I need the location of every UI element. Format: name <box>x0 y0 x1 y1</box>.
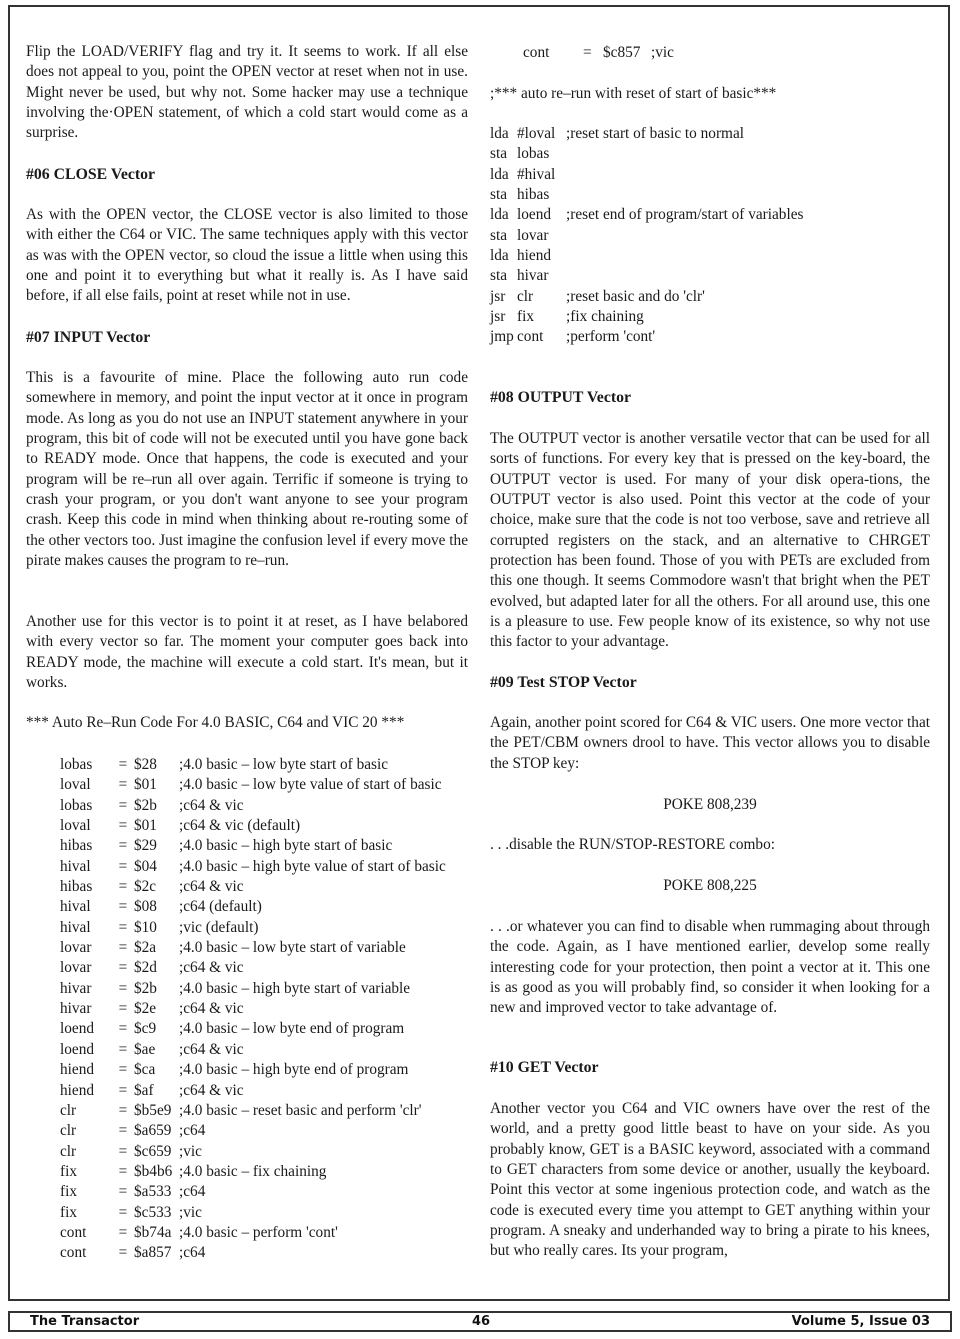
continued-equate <box>523 43 674 63</box>
asm-operand: clr <box>517 287 534 305</box>
equate-comment: ;4.0 basic – low byte value of start of basic <box>179 776 442 794</box>
equate-name: loval <box>60 817 91 835</box>
equate-comment: ;4.0 basic – fix chaining <box>179 1162 327 1180</box>
equate-name: lobas <box>60 796 93 814</box>
equate-row <box>60 1019 446 1039</box>
asm-line <box>490 144 803 164</box>
asm-operand: lovar <box>517 226 549 244</box>
asm-line <box>490 124 803 144</box>
equate-comment: ;c64 (default) <box>179 898 262 916</box>
equate-value: $c533 <box>134 1203 172 1221</box>
equate-value: $2a <box>134 939 157 957</box>
poke-run-stop-restore: POKE 808,225 <box>663 877 757 894</box>
equate-name: loval <box>60 776 91 794</box>
equate-comment: ;4.0 basic – low byte start of variable <box>179 939 406 957</box>
equate-row <box>60 1101 446 1121</box>
equate-row <box>60 979 446 999</box>
output-vector-paragraph: The OUTPUT vector is another versatile vector that can be used for all sorts of functions. For every key that is pressed on the key-board, the OUTPUT vector is used. For many of your disk opera-tions, the OUTPUT vector is also used. Point this vector at the code of your choice, make sure that the code is not too verbose, save and retrieve all corrupted registers on the stack, and an alternative to CHRGET protection has been found. Those of you with PETs are excluded from this one though. It seems Commodore wasn't that bright when the PET evolved, but adapted later for all the others. For all around use, this one is a pleasure to use. Few people know of its existence, so why not use this factor to your advantage. <box>490 430 930 651</box>
equate-sign: = <box>118 1081 128 1099</box>
equate-comment: ;4.0 basic – high byte value of start of basic <box>179 857 446 875</box>
equate-value: $b5e9 <box>134 1101 172 1119</box>
equate-sign: = <box>118 1203 128 1221</box>
equate-name: clr <box>60 1142 77 1160</box>
equate-value: $af <box>134 1081 154 1099</box>
equate-row <box>60 816 446 836</box>
equate-name: lovar <box>60 959 92 977</box>
equate-sign: = <box>118 1020 128 1038</box>
asm-operand: hibas <box>517 186 550 204</box>
equate-value: $ae <box>134 1040 156 1058</box>
equate-name: loend <box>60 1020 94 1038</box>
equate-name: hiend <box>60 1081 94 1099</box>
equate-row <box>60 775 446 795</box>
equate-name: hibas <box>60 878 93 896</box>
equate-value: $a857 <box>134 1244 172 1262</box>
page-number: 46 <box>472 1314 491 1329</box>
equate-sign: = <box>118 878 128 896</box>
equate-sign: = <box>118 776 128 794</box>
equate-comment: ;4.0 basic – high byte end of program <box>179 1061 409 1079</box>
equate-comment: ;c64 & vic <box>179 796 244 814</box>
asm-opcode: jmp <box>490 328 514 346</box>
asm-opcode: jsr <box>490 287 506 305</box>
equates-listing <box>60 755 446 1264</box>
equate-name: clr <box>60 1122 77 1140</box>
equate-value: $2b <box>134 979 157 997</box>
asm-listing <box>490 124 803 348</box>
equate-name: hiend <box>60 1061 94 1079</box>
equate-row <box>60 1162 446 1182</box>
equate-name: hival <box>60 857 91 875</box>
equate-value: $10 <box>134 918 157 936</box>
equate-name: cont <box>60 1244 87 1262</box>
equate-value: $01 <box>134 817 157 835</box>
asm-line <box>490 205 803 225</box>
equate-comment: ;4.0 basic – reset basic and perform 'clr' <box>179 1101 422 1119</box>
equate-sign: = <box>118 1040 128 1058</box>
equate-row <box>60 1040 446 1060</box>
asm-title: ;*** auto re–run with reset of start of basic*** <box>490 85 777 102</box>
equate-row <box>60 897 446 917</box>
asm-opcode: lda <box>490 206 509 224</box>
equate-sign: = <box>118 1061 128 1079</box>
equate-value: $2b <box>134 796 157 814</box>
asm-comment <box>566 185 803 205</box>
equate-row <box>60 836 446 856</box>
equate-value: $c857 <box>603 44 641 61</box>
poke-stop-key: POKE 808,239 <box>663 796 757 813</box>
equate-comment: ;4.0 basic – high byte start of variable <box>179 979 411 997</box>
asm-opcode: lda <box>490 247 509 265</box>
equate-sign: = <box>118 1183 128 1201</box>
equate-sign: = <box>118 1000 128 1018</box>
page-footer <box>8 1311 952 1332</box>
equate-name: cont <box>523 44 550 61</box>
equate-sign: = <box>118 918 128 936</box>
equate-sign: = <box>118 837 128 855</box>
asm-comment <box>566 165 803 185</box>
stop-vector-paragraph-2: . . .disable the RUN/STOP-RESTORE combo: <box>490 836 775 853</box>
stop-vector-heading: #09 Test STOP Vector <box>490 674 637 691</box>
asm-operand: lobas <box>517 145 550 163</box>
equate-sign: = <box>118 1162 128 1180</box>
code-title: *** Auto Re–Run Code For 4.0 BASIC, C64 and VIC 20 *** <box>26 714 405 731</box>
equate-row <box>60 999 446 1019</box>
asm-opcode: sta <box>490 145 507 163</box>
equate-comment: ;4.0 basic – perform 'cont' <box>179 1223 338 1241</box>
equate-value: $01 <box>134 776 157 794</box>
equate-sign: = <box>118 756 128 773</box>
equate-value: $ca <box>134 1061 156 1079</box>
equate-row <box>60 1081 446 1101</box>
equate-sign: = <box>118 959 128 977</box>
equate-row <box>60 1121 446 1141</box>
equate-value: $29 <box>134 837 157 855</box>
equate-value: $2e <box>134 1000 157 1018</box>
intro-paragraph: Flip the LOAD/VERIFY flag and try it. It seems to work. If all else does not appeal to you, point the OPEN vector at reset when not in use. Might never be used, but why not. Some hacker may use a technique involving the·OPEN statement, of which a cold start would come as a surprise. <box>26 43 468 142</box>
equate-row <box>60 857 446 877</box>
asm-comment: ;reset start of basic to normal <box>566 125 744 142</box>
asm-opcode: jsr <box>490 308 506 326</box>
asm-operand: #loval <box>517 125 556 142</box>
equate-name: fix <box>60 1162 77 1180</box>
equate-value: $28 <box>134 756 157 773</box>
equate-sign: = <box>118 817 128 835</box>
equate-row <box>60 755 446 775</box>
asm-comment: ;reset end of program/start of variables <box>566 206 804 224</box>
stop-vector-paragraph-1: Again, another point scored for C64 & VIC users. One more vector that the PET/CBM owners drool to have. This vector allows you to disable the STOP key: <box>490 714 930 772</box>
equate-sign: = <box>118 1122 128 1140</box>
equate-name: hivar <box>60 979 92 997</box>
equate-name: lovar <box>60 939 92 957</box>
equate-sign: = <box>118 1101 128 1119</box>
asm-operand: #hival <box>517 165 556 183</box>
issue-label: Volume 5, Issue 03 <box>791 1314 930 1329</box>
equate-name: lobas <box>60 756 93 773</box>
asm-comment <box>566 266 803 286</box>
equate-name: clr <box>60 1101 77 1119</box>
asm-opcode: sta <box>490 226 507 244</box>
equate-value: $04 <box>134 857 157 875</box>
equate-row <box>60 1203 446 1223</box>
equate-value: $a533 <box>134 1183 172 1201</box>
asm-line <box>490 246 803 266</box>
equate-comment: ;vic <box>651 44 674 61</box>
asm-line <box>490 327 803 347</box>
equate-comment: ;c64 & vic <box>179 1040 244 1058</box>
equate-sign: = <box>118 1223 128 1241</box>
equate-comment: ;c64 & vic <box>179 1081 244 1099</box>
equate-comment: ;vic <box>179 1142 202 1160</box>
equate-value: $2d <box>134 959 157 977</box>
equate-value: $2c <box>134 878 157 896</box>
equate-sign: = <box>118 979 128 997</box>
asm-operand: loend <box>517 206 551 224</box>
equate-value: $08 <box>134 898 157 916</box>
equate-comment: ;vic <box>179 1203 202 1221</box>
equate-comment: ;4.0 basic – low byte start of basic <box>179 756 389 773</box>
equate-comment: ;c64 & vic <box>179 878 244 896</box>
asm-line <box>490 287 803 307</box>
equate-name: fix <box>60 1203 77 1221</box>
output-vector-heading: #08 OUTPUT Vector <box>490 389 631 406</box>
input-vector-paragraph-2: Another use for this vector is to point it at reset, as I have belabored with every vector so far. The moment your computer goes back into READY mode, the machine will execute a cold start. It's mean, but it works. <box>26 613 468 692</box>
asm-comment: ;reset basic and do 'clr' <box>566 287 705 305</box>
asm-opcode: lda <box>490 125 509 142</box>
equate-name: hival <box>60 918 91 936</box>
equate-row <box>60 877 446 897</box>
asm-comment: ;perform 'cont' <box>566 328 656 346</box>
asm-comment <box>566 144 803 164</box>
asm-operand: hivar <box>517 267 549 285</box>
equate-comment: ;c64 <box>179 1244 206 1262</box>
equate-sign: = <box>583 44 592 61</box>
asm-operand: cont <box>517 328 544 346</box>
equate-name: fix <box>60 1183 77 1201</box>
equate-name: hival <box>60 898 91 916</box>
close-vector-heading: #06 CLOSE Vector <box>26 166 156 183</box>
equate-value: $c9 <box>134 1020 157 1038</box>
equate-sign: = <box>118 898 128 916</box>
equate-row <box>60 796 446 816</box>
input-vector-heading: #07 INPUT Vector <box>26 329 151 346</box>
equate-sign: = <box>118 1244 128 1262</box>
asm-line <box>490 307 803 327</box>
publication-name: The Transactor <box>30 1314 140 1329</box>
asm-line <box>490 226 803 246</box>
equate-sign: = <box>118 939 128 957</box>
equate-comment: ;c64 & vic (default) <box>179 817 301 835</box>
equate-row <box>60 1243 446 1263</box>
asm-line <box>490 165 803 185</box>
close-vector-paragraph: As with the OPEN vector, the CLOSE vector is also limited to those with either the C64 or VIC. The same techniques apply with this vector as was with the OPEN vector, so cloud the issue a little when using this one and point it to everything but what it really is. As I have said before, if all else fails, point at reset while not in use. <box>26 206 468 305</box>
equate-row <box>60 938 446 958</box>
asm-comment <box>566 246 803 266</box>
asm-opcode: sta <box>490 267 507 285</box>
equate-row <box>60 1223 446 1243</box>
asm-operand: fix <box>517 308 534 326</box>
equate-row <box>60 1060 446 1080</box>
asm-comment: ;fix chaining <box>566 308 644 326</box>
asm-opcode: sta <box>490 186 507 204</box>
equate-sign: = <box>118 796 128 814</box>
equate-row <box>60 1182 446 1202</box>
equate-row <box>523 43 674 63</box>
equate-value: $b74a <box>134 1223 172 1241</box>
equate-comment: ;vic (default) <box>179 918 259 936</box>
equate-row <box>60 958 446 978</box>
equate-comment: ;4.0 basic – high byte start of basic <box>179 837 393 855</box>
asm-line <box>490 185 803 205</box>
equate-value: $a659 <box>134 1122 172 1140</box>
asm-comment <box>566 226 803 246</box>
input-vector-paragraph-1: This is a favourite of mine. Place the following auto run code somewhere in memory, and point the input vector at it once in program mode. As long as you do not use an INPUT statement anywhere in your program, this bit of code will not be executed until you have gone back to READY mode. Once that happens, the code is executed and your program will be re–run all over again. Terrific if someone is trying to crash your program, or you don't want anyone to see your program crash. Keep this code in mind when thinking about re-routing some of the other vectors too. Just imagine the confusion level if every move the pirate makes causes the program to re–run. <box>26 369 468 570</box>
equate-comment: ;c64 <box>179 1122 206 1140</box>
asm-line <box>490 266 803 286</box>
get-vector-paragraph: Another vector you C64 and VIC owners have over the rest of the world, and a pretty good little beast to have on your side. As you probably know, GET is a BASIC keyword, associated with a command to GET characters from some device or another, usually the keyboard. Point this vector at some ingenious protection code, and watch as the code is executed every time you attempt to GET anything within your program. A sneaky and underhanded way to bring a pirate to his knees, but who really cares. Its your program, <box>490 1100 930 1260</box>
equate-sign: = <box>118 857 128 875</box>
equate-name: loend <box>60 1040 94 1058</box>
equate-name: hibas <box>60 837 93 855</box>
equate-value: $c659 <box>134 1142 172 1160</box>
equate-row <box>60 1142 446 1162</box>
get-vector-heading: #10 GET Vector <box>490 1059 599 1076</box>
equate-name: cont <box>60 1223 87 1241</box>
equate-comment: ;c64 <box>179 1183 206 1201</box>
equate-comment: ;c64 & vic <box>179 959 244 977</box>
equate-comment: ;4.0 basic – low byte end of program <box>179 1020 405 1038</box>
asm-opcode: lda <box>490 165 509 183</box>
equate-comment: ;c64 & vic <box>179 1000 244 1018</box>
equate-sign: = <box>118 1142 128 1160</box>
equate-value: $b4b6 <box>134 1162 173 1180</box>
asm-operand: hiend <box>517 247 551 265</box>
stop-vector-paragraph-3: . . .or whatever you can find to disable when rummaging about through the code. Again, as I have mentioned earlier, develop some really interesting code for your protection, then point a vector at it. This one is as good as you will probably find, so consider it when looking for a new and improved vector to take advantage of. <box>490 918 930 1017</box>
equate-row <box>60 918 446 938</box>
equate-name: hivar <box>60 1000 92 1018</box>
